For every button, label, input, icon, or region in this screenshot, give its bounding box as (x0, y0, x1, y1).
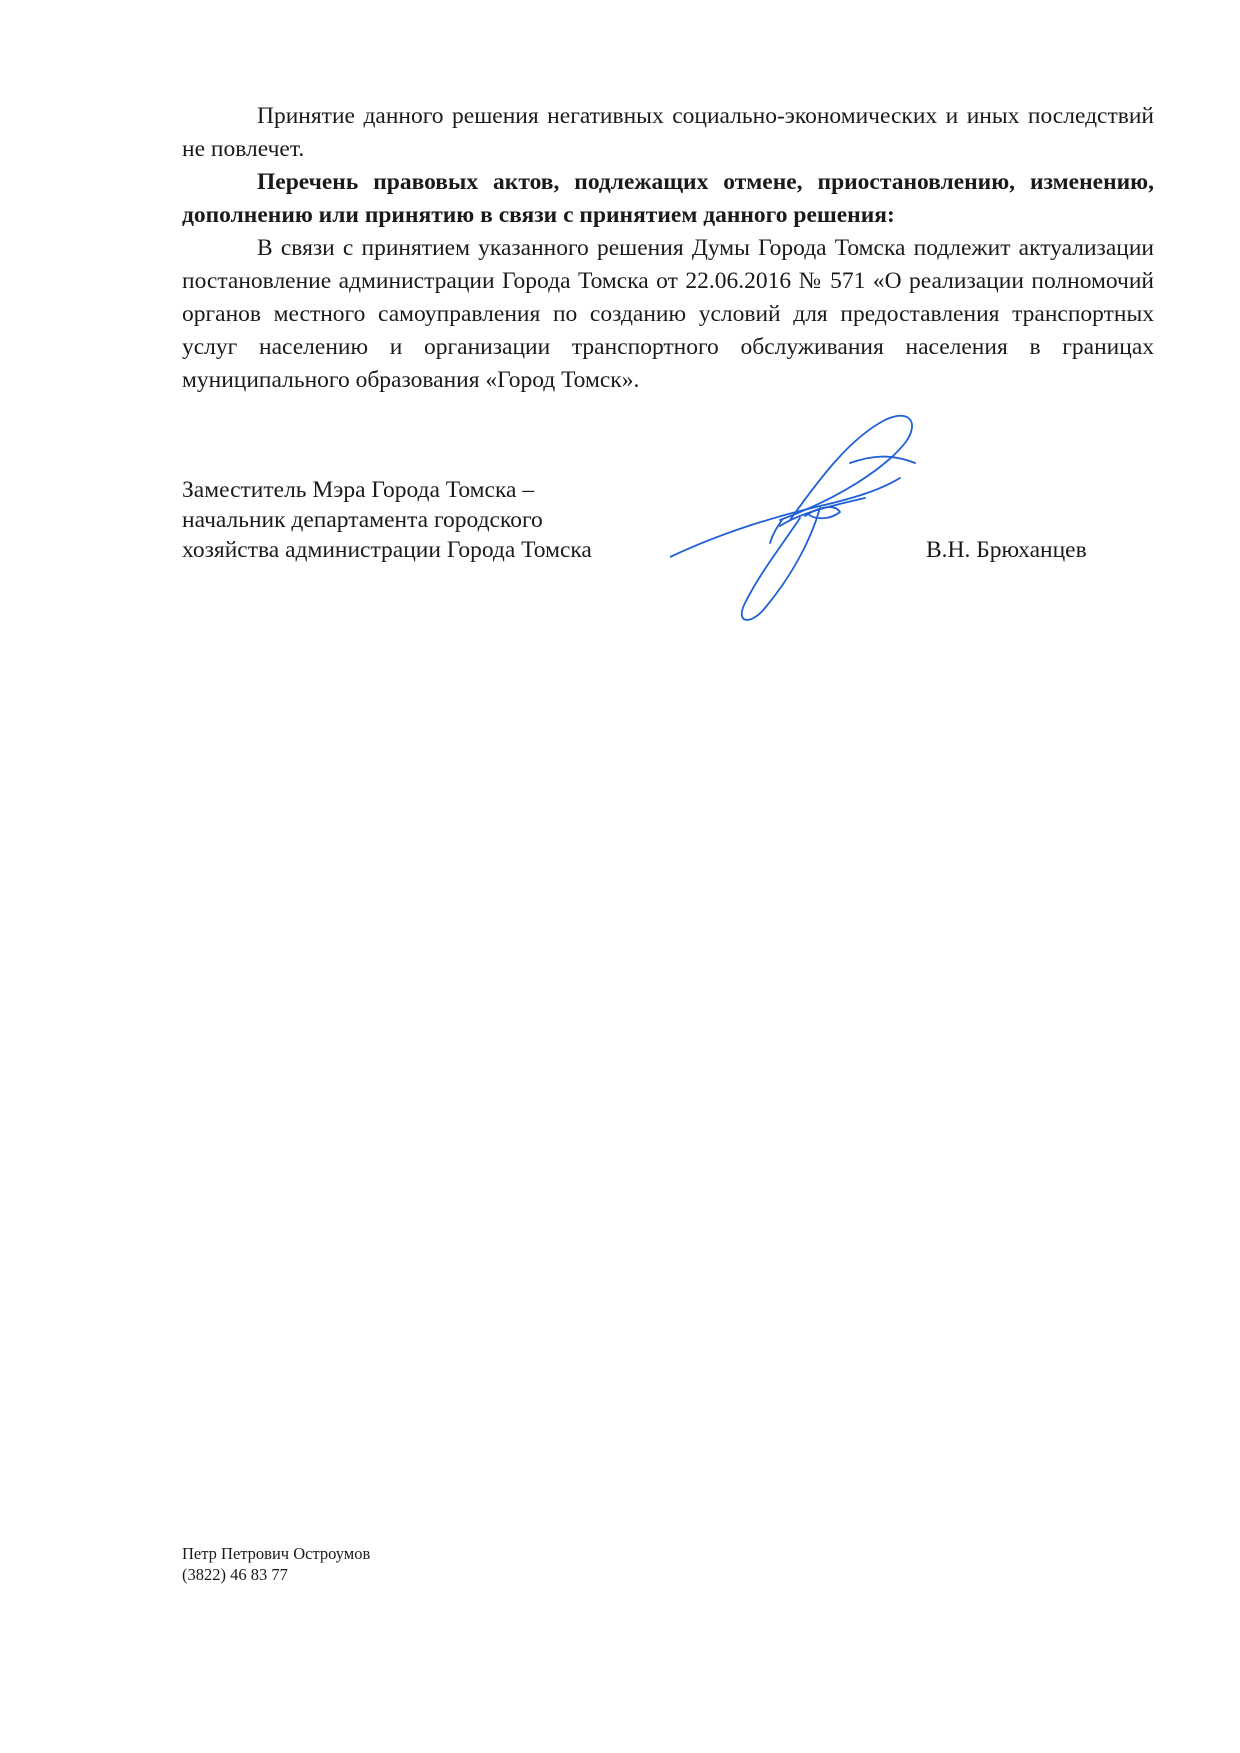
handwritten-signature (670, 408, 940, 628)
executor-info (182, 1543, 370, 1585)
signatory-position-line: Заместитель Мэра Города Томска – (182, 477, 535, 503)
paragraph-legal-acts: В связи с принятием указанного решения Думы Города Томска подлежит актуализации постановление администрации Города Томска от 22.06.2016 № 571 «О реализации полномочий органов местного самоуправления по созданию условий для предоставления транспортных услуг населению и организации транспортного обслуживания населения в границах муниципального образования «Город Томск». (182, 235, 1154, 393)
signature-stroke (780, 416, 912, 520)
signatory-position (182, 475, 592, 565)
signatory-position-line: хозяйства администрации Города Томска (182, 537, 592, 563)
signatory-position-line: начальник департамента городского (182, 507, 543, 533)
signature-stroke (770, 520, 782, 543)
paragraph-consequences: Принятие данного решения негативных социально-экономических и иных последствий не повлечет. (182, 103, 1154, 162)
executor-phone: (3822) 46 83 77 (182, 1565, 288, 1584)
executor-name: Петр Петрович Остроумов (182, 1544, 371, 1563)
signatory-name: В.Н. Брюханцев (926, 537, 1087, 563)
document-body (182, 100, 1154, 397)
section-heading-legal-acts: Перечень правовых актов, подлежащих отмене, приостановлению, изменению, дополнению или принятию в связи с принятием данного решения: (182, 169, 1154, 228)
signature-stroke (850, 457, 915, 463)
